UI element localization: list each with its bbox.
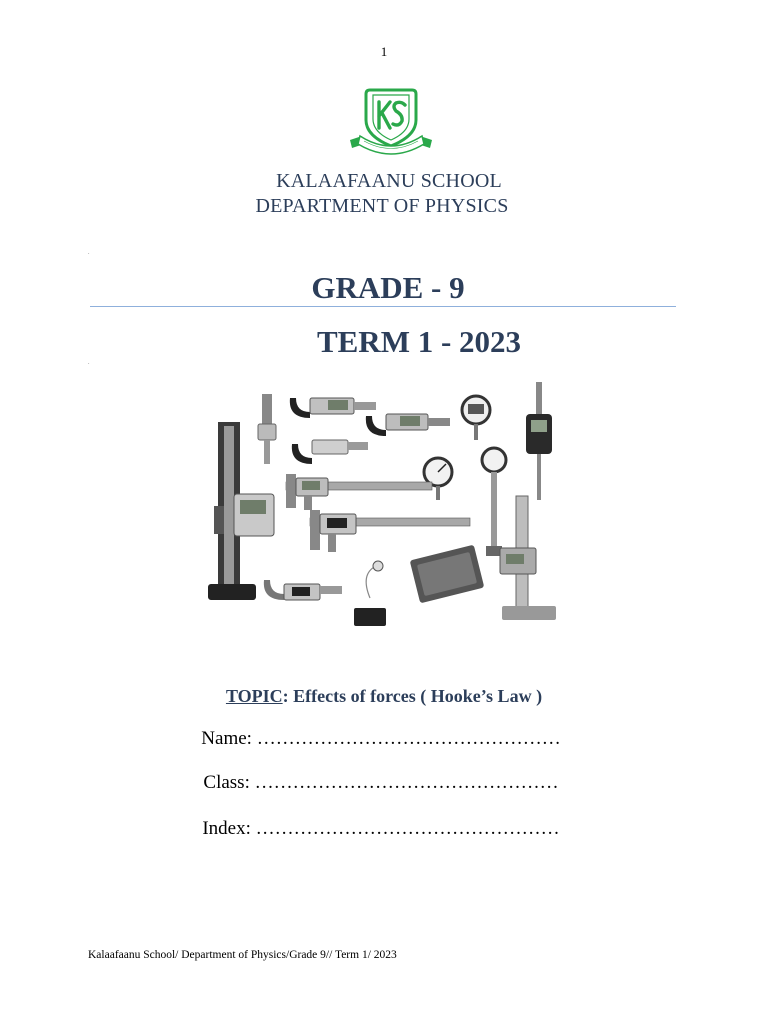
department-name: DEPARTMENT OF PHYSICS bbox=[255, 195, 509, 217]
micrometer-3 bbox=[292, 440, 368, 464]
micrometer-1 bbox=[290, 398, 376, 418]
topic-separator: : bbox=[282, 686, 289, 706]
dial-indicator-1 bbox=[462, 396, 490, 440]
index-blank: ………………………………………… bbox=[255, 818, 560, 839]
class-label: Class: bbox=[203, 772, 255, 793]
name-blank: ………………………………………… bbox=[256, 728, 561, 749]
bore-gauge bbox=[482, 448, 506, 556]
probe-device bbox=[354, 561, 386, 626]
index-field bbox=[0, 818, 762, 840]
stray-mark: . bbox=[88, 250, 90, 256]
micrometer-4 bbox=[264, 580, 342, 600]
divider-line bbox=[90, 306, 676, 307]
thickness-gauge bbox=[258, 394, 276, 464]
topic-text: Effects of forces ( Hooke’s Law ) bbox=[288, 686, 543, 706]
micrometer-2 bbox=[366, 414, 450, 436]
term-title: TERM 1 - 2023 bbox=[316, 324, 522, 359]
topic-label: TOPIC bbox=[225, 686, 283, 706]
page-number: 1 bbox=[380, 44, 388, 59]
gauge-block-case bbox=[410, 545, 485, 604]
school-logo bbox=[346, 86, 436, 158]
height-gauge-right bbox=[500, 496, 556, 620]
topic-heading bbox=[0, 686, 768, 707]
stray-mark: . bbox=[88, 360, 90, 366]
digital-indicator-right bbox=[526, 382, 552, 500]
name-label: Name: bbox=[201, 728, 257, 749]
grade-title: GRADE - 9 bbox=[311, 270, 465, 305]
index-label: Index: bbox=[202, 818, 256, 839]
caliper-1 bbox=[286, 474, 432, 510]
name-field bbox=[0, 728, 762, 750]
caliper-2 bbox=[310, 510, 470, 552]
measuring-instruments-image bbox=[200, 378, 566, 630]
page-footer: Kalaafaanu School/ Department of Physics/Grade 9// Term 1/ 2023 bbox=[88, 949, 397, 961]
dial-indicator-2 bbox=[424, 458, 452, 500]
class-field bbox=[0, 772, 762, 794]
school-name: KALAAFAANU SCHOOL bbox=[276, 170, 502, 192]
class-blank: ………………………………………… bbox=[254, 772, 559, 793]
